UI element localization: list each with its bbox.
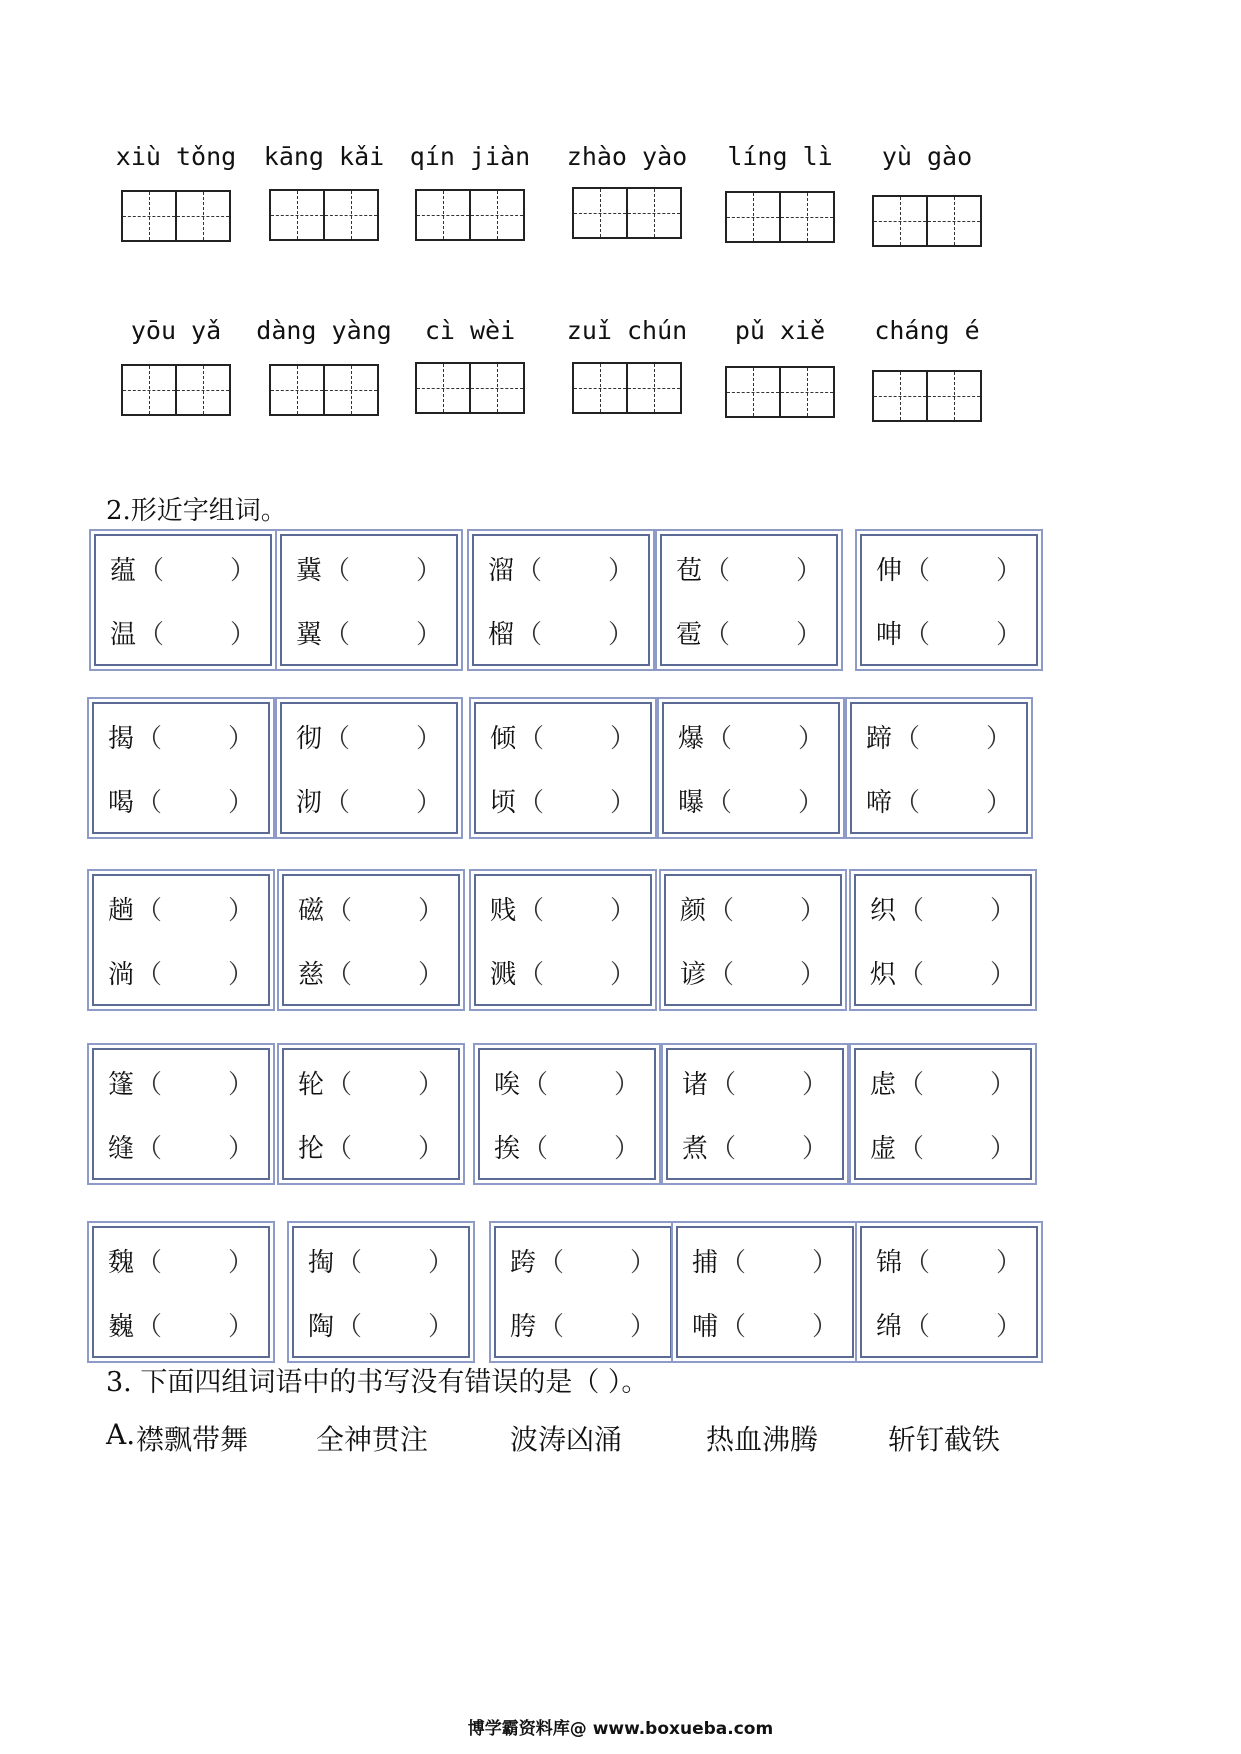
writing-cell[interactable] — [574, 189, 626, 237]
character: 轮 — [298, 1069, 325, 1100]
paren-open: （ — [904, 1247, 931, 1278]
paren-close: ） — [797, 787, 824, 818]
paren-close: ） — [227, 1247, 254, 1278]
writing-box[interactable] — [121, 190, 231, 242]
character: 诸 — [682, 1069, 709, 1100]
character-card — [92, 1048, 270, 1180]
character: 谚 — [680, 959, 707, 990]
paren-close: ） — [415, 723, 442, 754]
character-card — [860, 1226, 1038, 1358]
character: 顷 — [490, 787, 517, 818]
writing-cell[interactable] — [175, 366, 229, 414]
paren-open: （ — [522, 1133, 549, 1164]
character: 缝 — [108, 1133, 135, 1164]
pinyin-label: pǔ xiě — [734, 316, 826, 345]
paren-close: ） — [227, 1311, 254, 1342]
character: 翼 — [296, 619, 323, 650]
paren-open: （ — [518, 959, 545, 990]
word-row — [308, 1304, 454, 1344]
character: 锦 — [876, 1247, 903, 1278]
paren-close: ） — [427, 1311, 454, 1342]
word-row — [488, 548, 634, 588]
paren-close: ） — [613, 1133, 640, 1164]
character-card — [662, 702, 840, 834]
word-row — [494, 1062, 640, 1102]
paren-open: （ — [136, 1311, 163, 1342]
writing-cell[interactable] — [727, 193, 779, 241]
paren-open: （ — [138, 619, 165, 650]
pinyin-label: cháng é — [874, 316, 980, 345]
word-row — [876, 1304, 1022, 1344]
character: 陶 — [308, 1311, 335, 1342]
pinyin-label: yōu yǎ — [130, 316, 222, 345]
paren-close: ） — [417, 1133, 444, 1164]
character-card — [494, 1226, 672, 1358]
character: 彻 — [296, 723, 323, 754]
paren-close: ） — [989, 959, 1016, 990]
paren-close: ） — [811, 1311, 838, 1342]
writing-cell[interactable] — [271, 366, 323, 414]
paren-close: ） — [609, 895, 636, 926]
character: 魏 — [108, 1247, 135, 1278]
character: 趟 — [108, 895, 135, 926]
character-card — [860, 534, 1038, 666]
paren-close: ） — [229, 555, 256, 586]
paren-close: ） — [799, 959, 826, 990]
character: 捕 — [692, 1247, 719, 1278]
writing-cell[interactable] — [123, 366, 175, 414]
character: 挨 — [494, 1133, 521, 1164]
writing-cell[interactable] — [469, 191, 523, 239]
word-row — [108, 888, 254, 928]
word-row — [488, 612, 634, 652]
paren-open: （ — [518, 787, 545, 818]
paren-close: ） — [801, 1069, 828, 1100]
paren-open: （ — [898, 1133, 925, 1164]
paren-close: ） — [795, 555, 822, 586]
character: 溜 — [488, 555, 515, 586]
paren-open: （ — [904, 555, 931, 586]
character-card — [92, 702, 270, 834]
pinyin-label: zuǐ chún — [566, 316, 688, 345]
writing-cell[interactable] — [727, 368, 779, 416]
paren-close: ） — [417, 895, 444, 926]
word-row — [108, 716, 254, 756]
paren-close: ） — [609, 787, 636, 818]
character: 磁 — [298, 895, 325, 926]
pinyin-label: yù gào — [881, 142, 973, 171]
character-card — [664, 874, 842, 1006]
word-row — [510, 1304, 656, 1344]
character: 揭 — [108, 723, 135, 754]
writing-cell[interactable] — [874, 197, 926, 245]
paren-close: ） — [985, 723, 1012, 754]
paren-open: （ — [326, 1133, 353, 1164]
paren-open: （ — [324, 555, 351, 586]
paren-close: ） — [989, 895, 1016, 926]
writing-box[interactable] — [872, 195, 982, 247]
paren-open: （ — [720, 1247, 747, 1278]
character: 掏 — [308, 1247, 335, 1278]
paren-close: ） — [227, 1133, 254, 1164]
paren-close: ） — [609, 723, 636, 754]
character-card — [92, 1226, 270, 1358]
word-row — [490, 716, 636, 756]
section-2-heading: 2.形近字组词。 — [106, 496, 287, 526]
paren-close: ） — [415, 619, 442, 650]
paren-close: ） — [227, 723, 254, 754]
option-a-label: A. — [106, 1418, 136, 1451]
paren-open: （ — [904, 1311, 931, 1342]
character-card — [478, 1048, 656, 1180]
paren-open: （ — [704, 555, 731, 586]
word-row — [866, 716, 1012, 756]
paren-close: ） — [415, 787, 442, 818]
character: 淌 — [108, 959, 135, 990]
character: 织 — [870, 895, 897, 926]
word-row — [876, 612, 1022, 652]
paren-close: ） — [613, 1069, 640, 1100]
paren-close: ） — [801, 1133, 828, 1164]
paren-open: （ — [336, 1247, 363, 1278]
option-a-word-2: 全神贯注 — [316, 1423, 429, 1456]
character: 溅 — [490, 959, 517, 990]
paren-close: ） — [995, 1247, 1022, 1278]
paren-open: （ — [326, 895, 353, 926]
paren-close: ） — [415, 555, 442, 586]
footer-watermark: 博学霸资料库@ www.boxueba.com — [467, 1719, 774, 1739]
paren-close: ） — [427, 1247, 454, 1278]
character: 颜 — [680, 895, 707, 926]
paren-close: ） — [811, 1247, 838, 1278]
writing-box[interactable] — [415, 189, 525, 241]
paren-open: （ — [518, 895, 545, 926]
word-row — [108, 1062, 254, 1102]
pinyin-label: líng lì — [727, 142, 833, 171]
paren-open: （ — [894, 787, 921, 818]
paren-close: ） — [229, 619, 256, 650]
word-row — [692, 1240, 838, 1280]
character: 胯 — [510, 1311, 537, 1342]
character: 哺 — [692, 1311, 719, 1342]
word-row — [678, 780, 824, 820]
character-card — [280, 534, 458, 666]
character-card — [854, 874, 1032, 1006]
word-row — [682, 1126, 828, 1166]
option-a-word-1: 襟飘带舞 — [136, 1423, 249, 1456]
paren-close: ） — [417, 1069, 444, 1100]
paren-close: ） — [227, 895, 254, 926]
writing-cell[interactable] — [123, 192, 175, 240]
character: 苞 — [676, 555, 703, 586]
paren-open: （ — [720, 1311, 747, 1342]
paren-close: ） — [417, 959, 444, 990]
word-row — [108, 1304, 254, 1344]
character: 巍 — [108, 1311, 135, 1342]
character-card — [92, 874, 270, 1006]
character-card — [94, 534, 272, 666]
character: 冀 — [296, 555, 323, 586]
word-row — [296, 548, 442, 588]
character: 伸 — [876, 555, 903, 586]
paren-open: （ — [516, 619, 543, 650]
character-card — [850, 702, 1028, 834]
paren-open: （ — [324, 787, 351, 818]
word-row — [296, 612, 442, 652]
word-row — [110, 548, 256, 588]
character-card — [292, 1226, 470, 1358]
paren-open: （ — [136, 1247, 163, 1278]
paren-open: （ — [326, 1069, 353, 1100]
word-row — [676, 612, 822, 652]
character-card — [282, 874, 460, 1006]
paren-open: （ — [136, 1133, 163, 1164]
paren-open: （ — [136, 787, 163, 818]
character: 温 — [110, 619, 137, 650]
paren-open: （ — [136, 959, 163, 990]
word-row — [308, 1240, 454, 1280]
paren-open: （ — [538, 1247, 565, 1278]
character-card — [472, 534, 650, 666]
writing-cell[interactable] — [323, 366, 377, 414]
character: 抡 — [298, 1133, 325, 1164]
paren-open: （ — [518, 723, 545, 754]
pinyin-label: dàng yàng — [256, 316, 392, 345]
writing-cell[interactable] — [926, 372, 980, 420]
paren-open: （ — [538, 1311, 565, 1342]
paren-close: ） — [607, 555, 634, 586]
word-row — [866, 780, 1012, 820]
writing-cell[interactable] — [417, 191, 469, 239]
paren-open: （ — [136, 1069, 163, 1100]
word-row — [298, 1126, 444, 1166]
paren-close: ） — [607, 619, 634, 650]
word-row — [108, 952, 254, 992]
word-row — [298, 1062, 444, 1102]
word-row — [490, 952, 636, 992]
writing-box[interactable] — [269, 364, 379, 416]
character: 榴 — [488, 619, 515, 650]
paren-open: （ — [706, 723, 733, 754]
writing-cell[interactable] — [574, 364, 626, 412]
character-card — [676, 1226, 854, 1358]
character-card — [282, 1048, 460, 1180]
paren-open: （ — [324, 619, 351, 650]
word-row — [296, 780, 442, 820]
word-row — [108, 780, 254, 820]
writing-cell[interactable] — [626, 364, 680, 412]
writing-cell[interactable] — [626, 189, 680, 237]
paren-close: ） — [995, 1311, 1022, 1342]
character: 绵 — [876, 1311, 903, 1342]
character: 沏 — [296, 787, 323, 818]
character: 跨 — [510, 1247, 537, 1278]
word-row — [110, 612, 256, 652]
paren-open: （ — [324, 723, 351, 754]
character: 呻 — [876, 619, 903, 650]
paren-close: ） — [995, 555, 1022, 586]
paren-close: ） — [227, 959, 254, 990]
paren-open: （ — [326, 959, 353, 990]
character: 煮 — [682, 1133, 709, 1164]
word-row — [510, 1240, 656, 1280]
character: 虚 — [870, 1133, 897, 1164]
paren-close: ） — [227, 1069, 254, 1100]
character: 蕴 — [110, 555, 137, 586]
paren-close: ） — [797, 723, 824, 754]
writing-cell[interactable] — [469, 364, 523, 412]
writing-cell[interactable] — [323, 191, 377, 239]
paren-open: （ — [898, 1069, 925, 1100]
character-card — [474, 702, 652, 834]
character: 篷 — [108, 1069, 135, 1100]
word-row — [876, 548, 1022, 588]
word-row — [678, 716, 824, 756]
character: 蹄 — [866, 723, 893, 754]
paren-close: ） — [989, 1133, 1016, 1164]
character: 喝 — [108, 787, 135, 818]
character-card — [660, 534, 838, 666]
paren-close: ） — [609, 959, 636, 990]
paren-close: ） — [799, 895, 826, 926]
character: 爆 — [678, 723, 705, 754]
paren-close: ） — [795, 619, 822, 650]
word-row — [298, 888, 444, 928]
paren-open: （ — [898, 959, 925, 990]
pinyin-label: cì wèi — [424, 316, 516, 345]
writing-box[interactable] — [415, 362, 525, 414]
word-row — [680, 952, 826, 992]
paren-open: （ — [708, 895, 735, 926]
paren-open: （ — [710, 1069, 737, 1100]
character: 虑 — [870, 1069, 897, 1100]
writing-cell[interactable] — [779, 368, 833, 416]
writing-cell[interactable] — [417, 364, 469, 412]
word-row — [494, 1126, 640, 1166]
paren-open: （ — [516, 555, 543, 586]
section-3-question: 3. 下面四组词语中的书写没有错误的是（ ）。 — [106, 1367, 649, 1398]
word-row — [870, 1062, 1016, 1102]
paren-open: （ — [522, 1069, 549, 1100]
writing-cell[interactable] — [271, 191, 323, 239]
paren-open: （ — [904, 619, 931, 650]
paren-open: （ — [336, 1311, 363, 1342]
word-row — [682, 1062, 828, 1102]
word-row — [490, 888, 636, 928]
writing-cell[interactable] — [779, 193, 833, 241]
word-row — [870, 952, 1016, 992]
paren-close: ） — [227, 787, 254, 818]
paren-open: （ — [710, 1133, 737, 1164]
pinyin-label: qín jiàn — [409, 142, 531, 171]
character: 贱 — [490, 895, 517, 926]
character-card — [474, 874, 652, 1006]
character: 唉 — [494, 1069, 521, 1100]
word-row — [870, 888, 1016, 928]
character-card — [666, 1048, 844, 1180]
paren-open: （ — [898, 895, 925, 926]
paren-open: （ — [704, 619, 731, 650]
writing-box[interactable] — [121, 364, 231, 416]
word-row — [680, 888, 826, 928]
word-row — [108, 1240, 254, 1280]
character: 慈 — [298, 959, 325, 990]
option-a-word-5: 斩钉截铁 — [888, 1423, 1001, 1456]
paren-close: ） — [995, 619, 1022, 650]
writing-cell[interactable] — [926, 197, 980, 245]
writing-box[interactable] — [725, 191, 835, 243]
paren-open: （ — [136, 723, 163, 754]
word-row — [676, 548, 822, 588]
character-card — [280, 702, 458, 834]
pinyin-label: xiù tǒng — [115, 142, 237, 171]
option-a-word-3: 波涛凶涌 — [510, 1423, 623, 1456]
writing-box[interactable] — [572, 187, 682, 239]
writing-box[interactable] — [725, 366, 835, 418]
paren-open: （ — [136, 895, 163, 926]
character: 雹 — [676, 619, 703, 650]
word-row — [296, 716, 442, 756]
word-row — [876, 1240, 1022, 1280]
word-row — [490, 780, 636, 820]
writing-box[interactable] — [872, 370, 982, 422]
writing-cell[interactable] — [175, 192, 229, 240]
character-card — [854, 1048, 1032, 1180]
paren-close: ） — [989, 1069, 1016, 1100]
writing-cell[interactable] — [874, 372, 926, 420]
pinyin-label: zhào yào — [566, 142, 688, 171]
paren-open: （ — [894, 723, 921, 754]
paren-open: （ — [708, 959, 735, 990]
pinyin-label: kāng kǎi — [263, 142, 385, 171]
word-row — [692, 1304, 838, 1344]
character: 曝 — [678, 787, 705, 818]
word-row — [108, 1126, 254, 1166]
character: 炽 — [870, 959, 897, 990]
option-a-word-4: 热血沸腾 — [706, 1423, 819, 1456]
paren-open: （ — [706, 787, 733, 818]
character: 倾 — [490, 723, 517, 754]
paren-close: ） — [629, 1247, 656, 1278]
word-row — [870, 1126, 1016, 1166]
writing-box[interactable] — [269, 189, 379, 241]
paren-close: ） — [985, 787, 1012, 818]
word-row — [298, 952, 444, 992]
writing-box[interactable] — [572, 362, 682, 414]
paren-close: ） — [629, 1311, 656, 1342]
character: 啼 — [866, 787, 893, 818]
paren-open: （ — [138, 555, 165, 586]
